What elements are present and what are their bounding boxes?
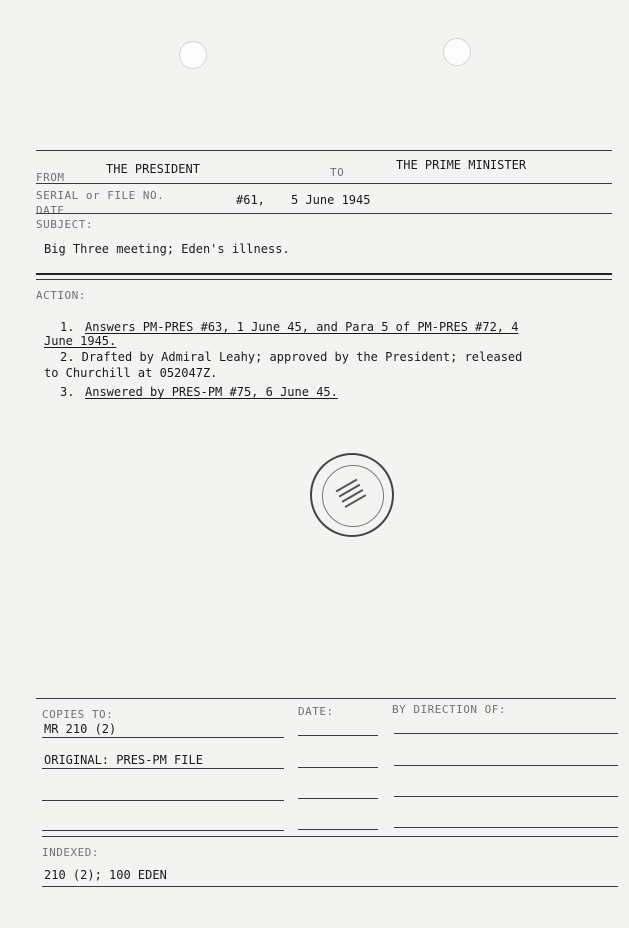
copies-value: MR 210 (2) <box>44 722 117 736</box>
original-rule-a <box>42 768 284 769</box>
copies-rule-c <box>394 733 618 734</box>
date-rule <box>36 213 612 214</box>
from-label: FROM <box>36 171 65 184</box>
action-item-3-number: 3. <box>60 385 75 399</box>
original-value: ORIGINAL: PRES-PM FILE <box>44 753 203 767</box>
indexed-value: 210 (2); 100 EDEN <box>44 868 167 882</box>
original-rule-c <box>394 765 618 766</box>
index-bottom-rule <box>42 886 618 887</box>
subject-rule-1 <box>36 273 612 275</box>
action-item-1-line-1: Answers PM-PRES #63, 1 June 45, and Para 5 of PM-PRES #72, 4 <box>85 320 519 334</box>
blank-rule-b <box>298 798 378 799</box>
seal-lettering <box>310 453 394 537</box>
serial-label: SERIAL or FILE NO. <box>36 189 165 202</box>
blank-rule-c <box>394 796 618 797</box>
archive-seal-stamp <box>310 453 394 537</box>
copies-rule-a <box>42 737 284 738</box>
action-item-1-line-2: June 1945. <box>44 334 117 348</box>
action-item-3-text: Answered by PRES-PM #75, 6 June 45. <box>85 385 338 399</box>
copies-label: COPIES TO: <box>42 708 114 721</box>
date-label: DATE <box>36 204 65 217</box>
from-rule <box>36 183 612 184</box>
punch-hole-left <box>179 41 207 69</box>
final-rule-b <box>298 829 378 830</box>
action-item-1-number: 1. <box>60 320 75 334</box>
index-top-rule <box>42 836 618 837</box>
date-value: 5 June 1945 <box>291 193 371 207</box>
action-label: ACTION: <box>36 289 86 302</box>
by-direction-label: BY DIRECTION OF: <box>392 703 506 716</box>
footer-date-label: DATE: <box>298 705 334 718</box>
serial-value: #61, <box>236 193 265 207</box>
final-rule-c <box>394 827 618 828</box>
final-rule-a <box>42 830 284 831</box>
to-label: TO <box>330 166 345 179</box>
header-top-rule <box>36 150 612 151</box>
to-value: THE PRIME MINISTER <box>396 158 527 172</box>
blank-rule-a <box>42 800 284 801</box>
punch-hole-right <box>443 38 471 66</box>
copies-rule-b <box>298 735 378 736</box>
subject-rule-2 <box>36 279 612 280</box>
subject-label: SUBJECT: <box>36 218 93 231</box>
action-item-2-line-1: 2. Drafted by Admiral Leahy; approved by the President; released <box>60 350 523 364</box>
from-value: THE PRESIDENT <box>106 162 200 176</box>
footer-top-rule <box>36 698 616 699</box>
action-item-2-line-2: to Churchill at 052047Z. <box>44 366 218 380</box>
indexed-label: INDEXED: <box>42 846 99 859</box>
original-rule-b <box>298 767 378 768</box>
subject-value: Big Three meeting; Eden's illness. <box>44 242 290 256</box>
